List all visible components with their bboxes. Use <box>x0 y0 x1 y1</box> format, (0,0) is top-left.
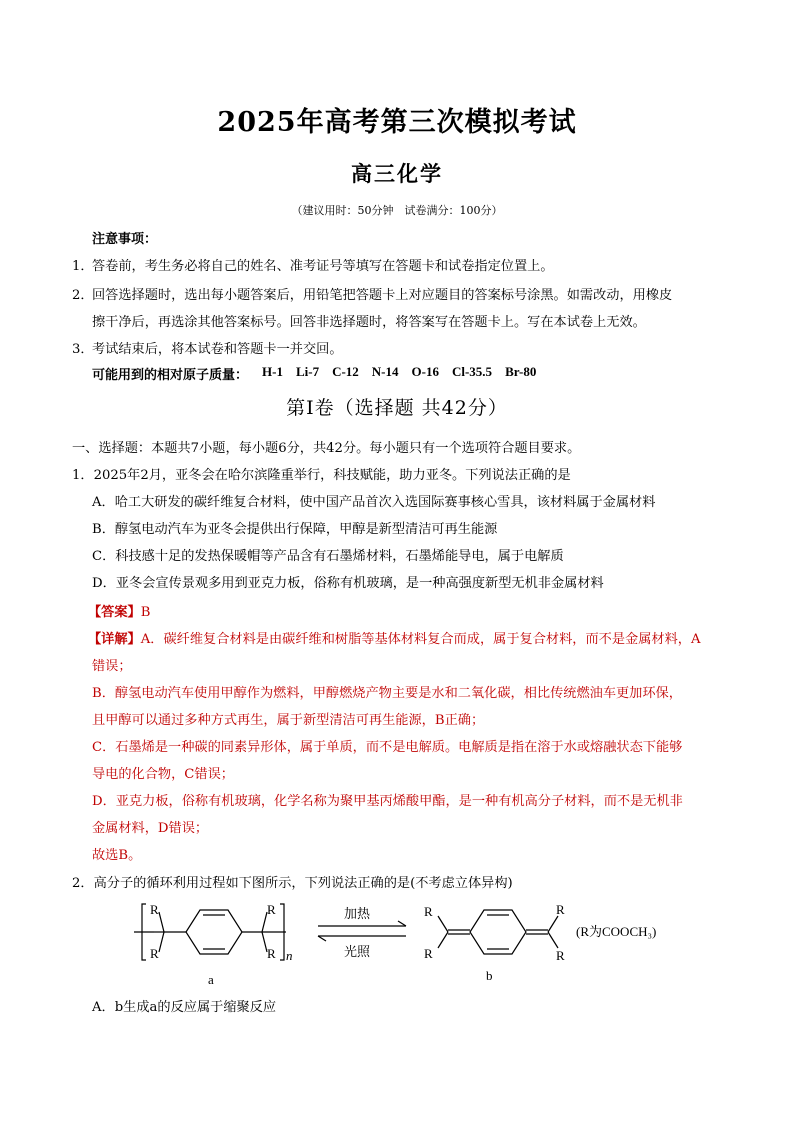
atomic-mass: Br-80 <box>505 364 537 379</box>
detail-label: 【详解】 <box>88 632 141 647</box>
repeat-unit-n: n <box>286 948 293 963</box>
note-number: 2． <box>72 288 94 303</box>
atomic-masses <box>262 364 536 380</box>
answer-value: B <box>140 605 151 620</box>
note-number: 1． <box>72 259 94 274</box>
substituent-r: R <box>556 948 565 963</box>
atomic-masses-label: 可能用到的相对原子质量： <box>92 368 249 383</box>
atomic-mass: O-16 <box>411 364 439 379</box>
atomic-mass: C-12 <box>332 364 359 379</box>
q1-detail-line: B．醇氢电动汽车使用甲醇作为燃料，甲醇燃烧产物主要是水和二氧化碳，相比传统燃油车更加环保， <box>92 686 682 701</box>
section-intro: 一、选择题：本题共7小题，每小题6分，共42分。每小题只有一个选项符合题目要求。 <box>72 441 581 456</box>
exam-subject: 高三化学 <box>351 161 443 186</box>
q1-detail-line: 导电的化合物，C错误； <box>92 767 234 782</box>
q2-option-a: A．b生成a的反应属于缩聚反应 <box>92 1000 277 1015</box>
r-definition-note: (R为COOCH₃) <box>576 924 657 939</box>
atomic-mass: Li-7 <box>295 364 320 379</box>
detail-text: A．碳纤维复合材料是由碳纤维和树脂等基体材料复合而成，属于复合材料，而不是金属材料，A <box>140 632 701 647</box>
q2-stem: 2．高分子的循环利用过程如下图所示，下列说法正确的是(不考虑立体异构) <box>72 876 513 891</box>
label-a: a <box>208 972 214 987</box>
note-line: 擦干净后，再选涂其他答案标号。回答非选择题时，将答案写在答题卡上。写在本试卷上无效。 <box>92 315 646 330</box>
exam-meta: （建议用时：50分钟 试卷满分：100分） <box>291 204 503 217</box>
benzene-ring-a <box>186 910 242 954</box>
note-line: 答卷前，考生务必将自己的姓名、准考证号等填写在答题卡和试卷指定位置上。 <box>92 259 554 274</box>
note-line: 回答选择题时，选出每小题答案后，用铅笔把答题卡上对应题目的答案标号涂黑。如需改动，用橡皮 <box>92 288 673 303</box>
q1-answer <box>88 601 150 620</box>
substituent-r: R <box>424 946 433 961</box>
substituent-r: R <box>150 946 159 961</box>
atomic-mass: Cl-35.5 <box>451 364 493 379</box>
notes-heading: 注意事项： <box>92 232 158 247</box>
q1-option-c: C．科技感十足的发热保暖帽等产品含有石墨烯材料，石墨烯能导电，属于电解质 <box>92 549 564 564</box>
q1-option-a: A．哈工大研发的碳纤维复合材料，使中国产品首次入选国际赛事核心雪具，该材料属于金属材料 <box>92 495 656 510</box>
q1-detail-line <box>88 628 700 647</box>
section-title: 第Ⅰ卷（选择题 共42分） <box>286 397 508 419</box>
atomic-mass: H-1 <box>262 364 283 379</box>
substituent-r: R <box>267 902 276 917</box>
atomic-mass: N-14 <box>371 364 399 379</box>
label-b: b <box>486 968 493 983</box>
note-number: 3． <box>72 342 94 357</box>
q1-detail-line: 错误； <box>92 659 132 674</box>
reverse-condition: 光照 <box>344 944 371 959</box>
substituent-r: R <box>424 904 433 919</box>
q1-detail-line: 故选B。 <box>92 848 142 863</box>
answer-label: 【答案】 <box>88 605 141 620</box>
q1-option-d: D．亚冬会宣传景观多用到亚克力板，俗称有机玻璃，是一种高强度新型无机非金属材料 <box>92 576 604 591</box>
q1-stem: 1．2025年2月，亚冬会在哈尔滨隆重举行，科技赋能，助力亚冬。下列说法正确的是 <box>72 468 571 483</box>
q1-detail-line: C．石墨烯是一种碳的同素异形体，属于单质，而不是电解质。电解质是指在溶于水或熔融状态下能够 <box>92 740 683 755</box>
substituent-r: R <box>267 946 276 961</box>
substituent-r: R <box>556 902 565 917</box>
polymer-recycling-scheme <box>120 896 720 992</box>
q1-detail-line: 金属材料，D错误； <box>92 821 209 836</box>
q1-detail-line: D．亚克力板，俗称有机玻璃，化学名称为聚甲基丙烯酸甲酯，是一种有机高分子材料，而不是无机非 <box>92 794 683 809</box>
forward-condition: 加热 <box>344 906 371 921</box>
exam-title: 2025年高考第三次模拟考试 <box>217 107 577 138</box>
substituent-r: R <box>150 902 159 917</box>
q1-option-b: B．醇氢电动汽车为亚冬会提供出行保障，甲醇是新型清洁可再生能源 <box>92 522 498 537</box>
q1-detail-line: 且甲醇可以通过多种方式再生，属于新型清洁可再生能源，B正确； <box>92 713 485 728</box>
quinoid-ring-b <box>470 910 526 954</box>
note-line: 考试结束后，将本试卷和答题卡一并交回。 <box>92 342 343 357</box>
